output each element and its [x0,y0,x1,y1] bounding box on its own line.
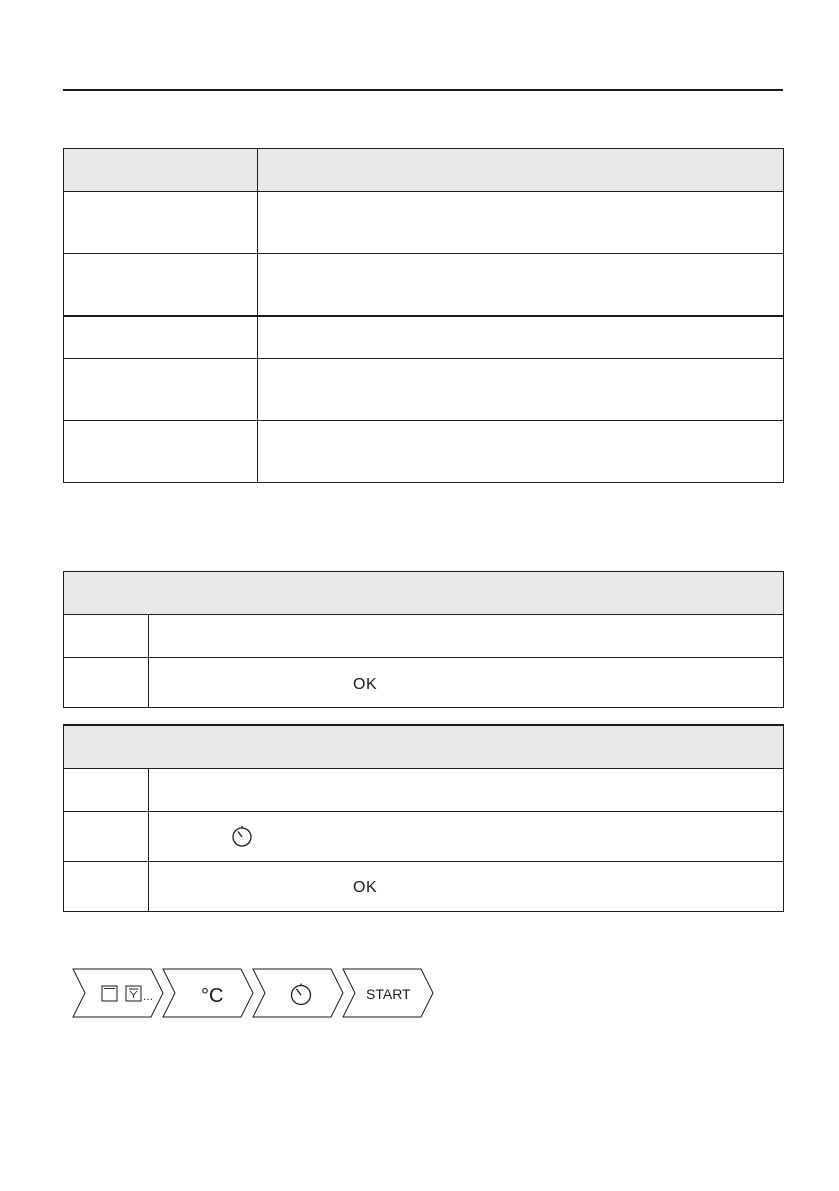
sequence-step-start [343,969,433,1017]
table-header-row [64,149,784,192]
procedure-step-row [64,811,784,861]
more-functions-label: ... [143,989,154,1003]
table-row [64,192,784,254]
step-number [64,811,149,861]
start-label: START [366,986,411,1002]
step-number [64,768,149,811]
temperature-icon: °C [201,985,224,1007]
timer-icon [231,824,253,848]
step-text [149,658,784,708]
table-row [64,254,784,316]
step-text [149,861,784,911]
ok-button-label: OK [353,675,378,693]
procedure-step-row [64,861,784,911]
procedure-title-row [64,572,784,615]
procedure-step-row [64,615,784,658]
table-cell [64,254,258,316]
table-row [64,421,784,483]
table-cell [258,421,784,483]
table-cell [258,359,784,421]
table-header-cell-1 [64,149,258,192]
procedure-table-1 [63,571,784,708]
cooking-sequence [70,966,440,1020]
header-rule [63,89,783,91]
table-header-cell-2 [258,149,784,192]
table-cell [258,254,784,316]
table-cell [64,192,258,254]
step-text [149,811,784,861]
table-cell [64,359,258,421]
sequence-step-timer [253,969,343,1017]
procedure-table-2 [63,724,784,912]
ok-button-label: OK [353,879,378,896]
step-number [64,615,149,658]
step-number [64,861,149,911]
table-row [64,359,784,421]
table-cell [258,316,784,359]
procedure-title [64,725,784,768]
procedure-step-row [64,658,784,708]
table-cell [64,421,258,483]
table-row [64,316,784,359]
table-cell [64,316,258,359]
procedure-title [64,572,784,615]
sequence-step-temperature [163,969,253,1017]
procedure-title-row [64,725,784,768]
settings-table [63,148,784,483]
table-cell [258,192,784,254]
step-text [149,768,784,811]
step-text [149,615,784,658]
procedure-step-row [64,768,784,811]
sequence-step-function [73,969,163,1017]
step-number [64,658,149,708]
